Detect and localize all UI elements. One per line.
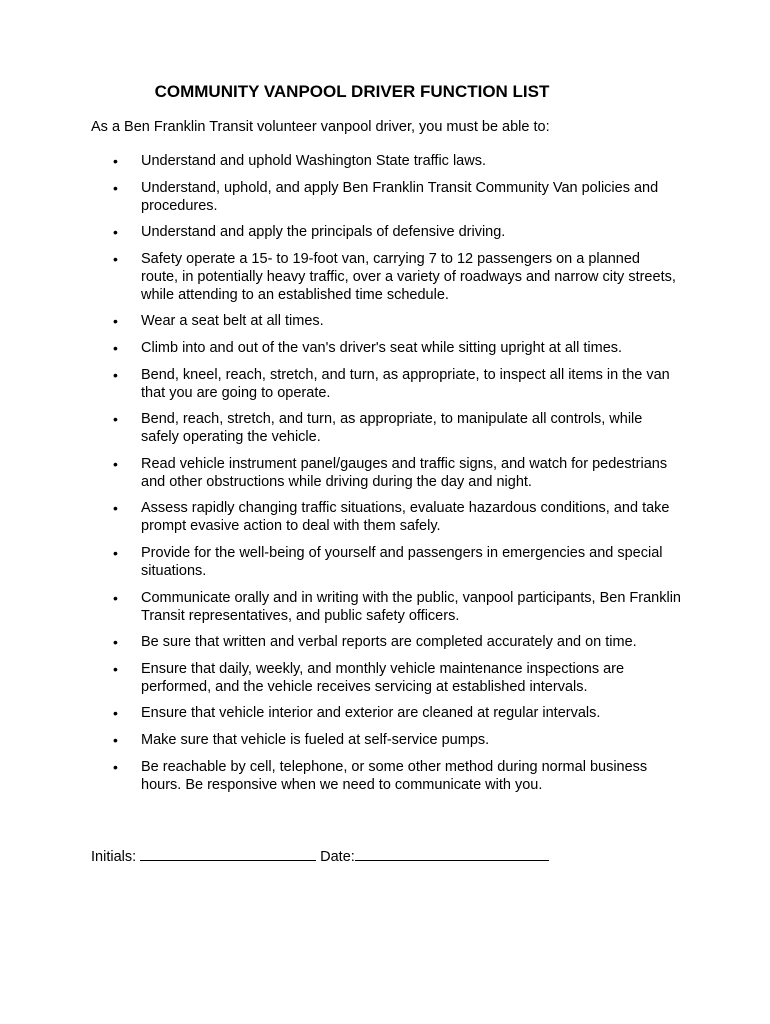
list-item-text: Understand and uphold Washington State traffic laws. bbox=[141, 153, 486, 169]
list-item-text: Safety operate a 15- to 19-foot van, carrying 7 to 12 passengers on a planned route, in potentially heavy traffic, over a variety of roadways and narrow city streets, while attending to an established time schedule. bbox=[141, 250, 676, 303]
list-item-text: Ensure that vehicle interior and exterior are cleaned at regular intervals. bbox=[141, 705, 601, 722]
bullet-icon: • bbox=[113, 153, 118, 169]
list-item-text: Provide for the well-being of yourself and passengers in emergencies and special situations. bbox=[141, 544, 663, 579]
function-list bbox=[0, 152, 770, 802]
bullet-icon: • bbox=[113, 500, 118, 517]
list-item-text: Read vehicle instrument panel/gauges and traffic signs, and watch for pedestrians and other obstructions while driving during the day and night. bbox=[141, 455, 668, 490]
bullet-icon: • bbox=[113, 179, 118, 196]
page-title: COMMUNITY VANPOOL DRIVER FUNCTION LIST bbox=[154, 82, 550, 101]
list-item-text: Wear a seat belt at all times. bbox=[141, 313, 324, 330]
bullet-icon: • bbox=[113, 589, 118, 606]
list-item bbox=[0, 152, 681, 170]
list-item-text: Bend, reach, stretch, and turn, as appropriate, to manipulate all controls, while safely operating the vehicle. bbox=[141, 411, 643, 446]
list-item bbox=[0, 312, 681, 330]
bullet-icon: • bbox=[113, 250, 118, 267]
list-item bbox=[0, 455, 681, 491]
list-item bbox=[0, 410, 681, 446]
list-item-text: Understand, uphold, and apply Ben Franklin Transit Community Van policies and procedures. bbox=[141, 179, 659, 214]
bullet-icon: • bbox=[113, 705, 118, 722]
initials-label: Initials: bbox=[91, 849, 137, 865]
list-item bbox=[0, 633, 681, 651]
list-item bbox=[0, 589, 681, 625]
intro-text: As a Ben Franklin Transit volunteer vanpool driver, you must be able to: bbox=[91, 119, 550, 135]
list-item-text: Communicate orally and in writing with the public, vanpool participants, Ben Franklin Transit representatives, and public safety officers. bbox=[141, 589, 681, 624]
list-item-text: Assess rapidly changing traffic situations, evaluate hazardous conditions, and take prompt evasive action to deal with them safely. bbox=[141, 500, 670, 535]
bullet-icon: • bbox=[113, 339, 118, 356]
list-item-text: Ensure that daily, weekly, and monthly vehicle maintenance inspections are performed, and the vehicle receives servicing at established intervals. bbox=[141, 660, 625, 695]
date-field[interactable] bbox=[355, 846, 549, 861]
bullet-icon: • bbox=[113, 366, 118, 383]
date-label: Date: bbox=[320, 849, 355, 865]
list-item bbox=[0, 339, 681, 357]
list-item-text: Climb into and out of the van's driver's seat while sitting upright at all times. bbox=[141, 339, 623, 356]
list-item-text: Bend, kneel, reach, stretch, and turn, as appropriate, to inspect all items in the van that you are going to operate. bbox=[141, 366, 670, 401]
bullet-icon: • bbox=[113, 660, 118, 677]
list-item-text: Be reachable by cell, telephone, or some other method during normal business hours. Be responsive when we need to communicate with you. bbox=[141, 758, 648, 793]
list-item bbox=[0, 366, 681, 402]
list-item bbox=[0, 731, 681, 749]
bullet-icon: • bbox=[113, 731, 118, 748]
bullet-icon: • bbox=[113, 411, 118, 428]
bullet-icon: • bbox=[113, 758, 118, 775]
bullet-icon: • bbox=[113, 224, 118, 241]
list-item-text: Understand and apply the principals of defensive driving. bbox=[141, 224, 506, 241]
list-item bbox=[0, 179, 681, 215]
list-item bbox=[0, 250, 681, 304]
list-item bbox=[0, 704, 681, 722]
list-item bbox=[0, 758, 681, 794]
signature-line bbox=[91, 846, 549, 865]
list-item bbox=[0, 223, 681, 241]
initials-field[interactable] bbox=[140, 846, 316, 861]
bullet-icon: • bbox=[113, 634, 118, 651]
bullet-icon: • bbox=[113, 455, 118, 472]
list-item bbox=[0, 544, 681, 580]
bullet-icon: • bbox=[113, 544, 118, 561]
list-item bbox=[0, 499, 681, 535]
bullet-icon: • bbox=[113, 313, 118, 330]
list-item bbox=[0, 660, 681, 696]
list-item-text: Make sure that vehicle is fueled at self-service pumps. bbox=[141, 731, 490, 748]
list-item-text: Be sure that written and verbal reports are completed accurately and on time. bbox=[141, 634, 637, 651]
